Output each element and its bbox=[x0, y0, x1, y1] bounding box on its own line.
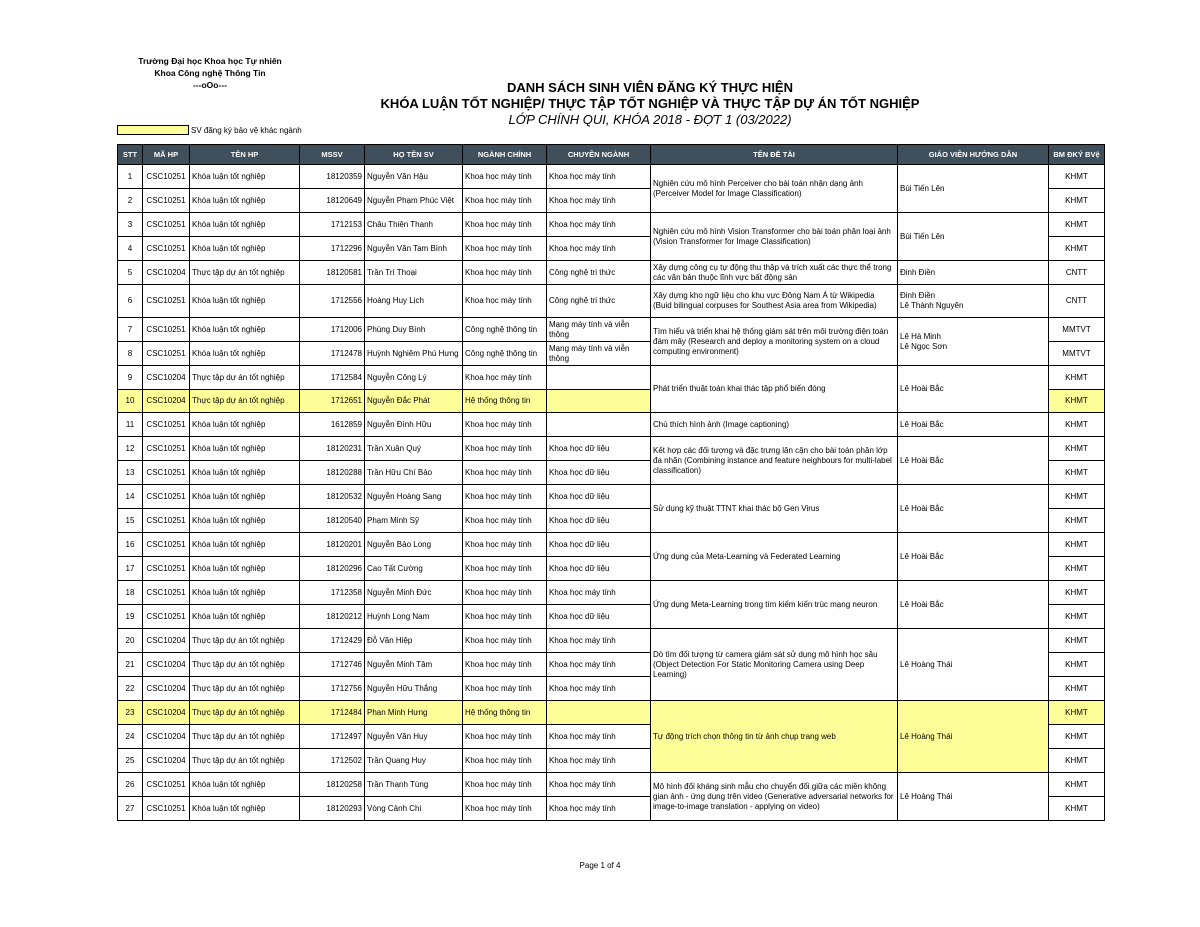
cell-student-name: Phan Minh Hưng bbox=[365, 701, 463, 725]
faculty-name: Khoa Công nghệ Thông Tin bbox=[154, 68, 266, 78]
cell-thesis-title: Chú thích hình ảnh (Image captioning) bbox=[651, 413, 898, 437]
cell-course-code: CSC10251 bbox=[143, 509, 190, 533]
table-row bbox=[118, 261, 1105, 285]
cell-student-id: 18120293 bbox=[300, 797, 365, 821]
cell-thesis-title: Mô hình đối kháng sinh mẫu cho chuyển đổi giữa các miền không gian ảnh - ứng dụng trên video (Generative adversarial networks for image-to-image translation - applying on video) bbox=[651, 773, 898, 821]
cell-student-name: Nguyễn Phạm Phúc Việt bbox=[365, 189, 463, 213]
cell-course-name: Khóa luận tốt nghiệp bbox=[190, 509, 300, 533]
cell-course-name: Thực tập dự án tốt nghiệp bbox=[190, 366, 300, 390]
cell-course-name: Khóa luận tốt nghiệp bbox=[190, 797, 300, 821]
cell-specialization: Khoa học máy tính bbox=[547, 237, 651, 261]
cell-stt: 22 bbox=[118, 677, 143, 701]
cell-major: Khoa học máy tính bbox=[463, 557, 547, 581]
cell-student-name: Châu Thiên Thanh bbox=[365, 213, 463, 237]
table-row bbox=[118, 285, 1105, 318]
legend-label: SV đăng ký bảo vệ khác ngành bbox=[191, 125, 302, 135]
cell-thesis-title: Phát triển thuật toán khai thác tập phổ biến đóng bbox=[651, 366, 898, 413]
cell-student-name: Nguyễn Minh Đức bbox=[365, 581, 463, 605]
cell-course-name: Khóa luận tốt nghiệp bbox=[190, 773, 300, 797]
cell-department: KHMT bbox=[1049, 653, 1105, 677]
cell-stt: 16 bbox=[118, 533, 143, 557]
cell-major: Khoa học máy tính bbox=[463, 533, 547, 557]
cell-student-name: Hoàng Huy Lịch bbox=[365, 285, 463, 318]
cell-student-name: Đỗ Văn Hiệp bbox=[365, 629, 463, 653]
cell-course-name: Khóa luận tốt nghiệp bbox=[190, 461, 300, 485]
column-header: CHUYÊN NGÀNH bbox=[547, 145, 651, 165]
cell-major: Khoa học máy tính bbox=[463, 366, 547, 390]
cell-specialization: Khoa học máy tính bbox=[547, 725, 651, 749]
cell-major: Hệ thống thông tin bbox=[463, 390, 547, 413]
cell-course-name: Thực tập dự án tốt nghiệp bbox=[190, 390, 300, 413]
cell-stt: 10 bbox=[118, 390, 143, 413]
cell-course-code: CSC10204 bbox=[143, 725, 190, 749]
cell-student-name: Nguyễn Hữu Thắng bbox=[365, 677, 463, 701]
table-row bbox=[118, 318, 1105, 342]
cell-course-name: Thực tập dự án tốt nghiệp bbox=[190, 677, 300, 701]
cell-thesis-title: Sử dụng kỹ thuật TTNT khai thác bộ Gen Virus bbox=[651, 485, 898, 533]
cell-student-id: 1712153 bbox=[300, 213, 365, 237]
cell-course-code: CSC10251 bbox=[143, 342, 190, 366]
cell-specialization bbox=[547, 413, 651, 437]
cell-student-name: Trần Thanh Tùng bbox=[365, 773, 463, 797]
table-row bbox=[118, 213, 1105, 237]
cell-course-code: CSC10251 bbox=[143, 461, 190, 485]
cell-course-code: CSC10251 bbox=[143, 189, 190, 213]
cell-major: Công nghệ thông tin bbox=[463, 318, 547, 342]
cell-student-id: 18120581 bbox=[300, 261, 365, 285]
cell-student-name: Trần Trí Thoại bbox=[365, 261, 463, 285]
cell-specialization bbox=[547, 701, 651, 725]
cell-thesis-title: Kết hợp các đối tượng và đặc trưng lân cận cho bài toán phân lớp đa nhãn (Combining instance and feature neighbours for multi-label classification) bbox=[651, 437, 898, 485]
cell-major: Khoa học máy tính bbox=[463, 629, 547, 653]
cell-specialization: Công nghệ tri thức bbox=[547, 261, 651, 285]
column-header: NGÀNH CHÍNH bbox=[463, 145, 547, 165]
cell-course-name: Thực tập dự án tốt nghiệp bbox=[190, 701, 300, 725]
cell-specialization: Khoa học máy tính bbox=[547, 677, 651, 701]
cell-student-name: Huỳnh Long Nam bbox=[365, 605, 463, 629]
cell-specialization: Khoa học máy tính bbox=[547, 165, 651, 189]
cell-specialization: Mạng máy tính và viễn thông bbox=[547, 318, 651, 342]
cell-student-id: 1712502 bbox=[300, 749, 365, 773]
table-body bbox=[118, 165, 1105, 821]
column-header: HỌ TÊN SV bbox=[365, 145, 463, 165]
legend bbox=[117, 125, 302, 135]
cell-student-name: Huỳnh Nghiêm Phú Hưng bbox=[365, 342, 463, 366]
cell-stt: 26 bbox=[118, 773, 143, 797]
cell-stt: 21 bbox=[118, 653, 143, 677]
cell-course-code: CSC10204 bbox=[143, 629, 190, 653]
cell-stt: 15 bbox=[118, 509, 143, 533]
cell-department: KHMT bbox=[1049, 366, 1105, 390]
column-header: TÊN HP bbox=[190, 145, 300, 165]
cell-stt: 12 bbox=[118, 437, 143, 461]
cell-student-id: 18120532 bbox=[300, 485, 365, 509]
column-header: MÃ HP bbox=[143, 145, 190, 165]
cell-student-id: 1712651 bbox=[300, 390, 365, 413]
cell-course-code: CSC10204 bbox=[143, 261, 190, 285]
legend-swatch bbox=[117, 125, 189, 135]
cell-major: Khoa học máy tính bbox=[463, 485, 547, 509]
cell-specialization: Khoa học dữ liệu bbox=[547, 485, 651, 509]
cell-major: Hệ thống thông tin bbox=[463, 701, 547, 725]
cell-major: Khoa học máy tính bbox=[463, 581, 547, 605]
title-line-3: LỚP CHÍNH QUI, KHÓA 2018 - ĐỢT 1 (03/2022) bbox=[508, 112, 792, 127]
cell-major: Khoa học máy tính bbox=[463, 725, 547, 749]
cell-student-id: 18120231 bbox=[300, 437, 365, 461]
table-row bbox=[118, 701, 1105, 725]
cell-department: KHMT bbox=[1049, 533, 1105, 557]
cell-major: Công nghệ thông tin bbox=[463, 342, 547, 366]
cell-department: KHMT bbox=[1049, 581, 1105, 605]
cell-student-id: 1712556 bbox=[300, 285, 365, 318]
cell-course-name: Thực tập dự án tốt nghiệp bbox=[190, 653, 300, 677]
cell-specialization: Khoa học máy tính bbox=[547, 653, 651, 677]
cell-department: KHMT bbox=[1049, 189, 1105, 213]
cell-department: KHMT bbox=[1049, 485, 1105, 509]
cell-course-code: CSC10204 bbox=[143, 701, 190, 725]
cell-student-name: Nguyễn Công Lý bbox=[365, 366, 463, 390]
cell-stt: 1 bbox=[118, 165, 143, 189]
cell-advisor: Lê Hoài Bắc bbox=[898, 485, 1049, 533]
cell-stt: 27 bbox=[118, 797, 143, 821]
cell-student-name: Trần Quang Huy bbox=[365, 749, 463, 773]
cell-stt: 17 bbox=[118, 557, 143, 581]
cell-stt: 2 bbox=[118, 189, 143, 213]
cell-student-name: Nguyễn Đình Hữu bbox=[365, 413, 463, 437]
cell-specialization: Khoa học máy tính bbox=[547, 773, 651, 797]
cell-course-name: Thực tập dự án tốt nghiệp bbox=[190, 629, 300, 653]
cell-major: Khoa học máy tính bbox=[463, 677, 547, 701]
cell-specialization: Khoa học máy tính bbox=[547, 213, 651, 237]
cell-student-id: 18120258 bbox=[300, 773, 365, 797]
table-row bbox=[118, 485, 1105, 509]
cell-major: Khoa học máy tính bbox=[463, 461, 547, 485]
cell-course-code: CSC10251 bbox=[143, 797, 190, 821]
cell-department: KHMT bbox=[1049, 461, 1105, 485]
cell-course-code: CSC10251 bbox=[143, 413, 190, 437]
cell-stt: 6 bbox=[118, 285, 143, 318]
cell-department: MMTVT bbox=[1049, 342, 1105, 366]
cell-thesis-title: Nghiên cứu mô hình Perceiver cho bài toán nhận dạng ảnh (Perceiver Model for Image Classification) bbox=[651, 165, 898, 213]
cell-department: KHMT bbox=[1049, 557, 1105, 581]
cell-student-id: 18120212 bbox=[300, 605, 365, 629]
cell-student-id: 1712497 bbox=[300, 725, 365, 749]
cell-thesis-title: Ứng dụng Meta-Learning trong tìm kiếm kiến trúc mạng neuron bbox=[651, 581, 898, 629]
cell-student-id: 18120296 bbox=[300, 557, 365, 581]
cell-course-code: CSC10251 bbox=[143, 213, 190, 237]
cell-student-id: 18120288 bbox=[300, 461, 365, 485]
cell-course-code: CSC10251 bbox=[143, 485, 190, 509]
cell-major: Khoa học máy tính bbox=[463, 413, 547, 437]
cell-stt: 25 bbox=[118, 749, 143, 773]
table-row bbox=[118, 437, 1105, 461]
cell-student-id: 18120359 bbox=[300, 165, 365, 189]
table-row bbox=[118, 773, 1105, 797]
cell-course-code: CSC10251 bbox=[143, 165, 190, 189]
cell-course-name: Khóa luận tốt nghiệp bbox=[190, 318, 300, 342]
cell-stt: 3 bbox=[118, 213, 143, 237]
cell-course-name: Khóa luận tốt nghiệp bbox=[190, 189, 300, 213]
cell-major: Khoa học máy tính bbox=[463, 605, 547, 629]
table-row bbox=[118, 533, 1105, 557]
cell-specialization: Công nghệ tri thức bbox=[547, 285, 651, 318]
cell-stt: 13 bbox=[118, 461, 143, 485]
cell-course-name: Khóa luận tốt nghiệp bbox=[190, 533, 300, 557]
cell-advisor: Lê Hoàng Thái bbox=[898, 629, 1049, 701]
cell-course-name: Khóa luận tốt nghiệp bbox=[190, 437, 300, 461]
cell-thesis-title: Dò tìm đối tượng từ camera giám sát sử dụng mô hình học sâu (Object Detection For Static Monitoring Camera using Deep Learning) bbox=[651, 629, 898, 701]
table-row bbox=[118, 165, 1105, 189]
cell-major: Khoa học máy tính bbox=[463, 773, 547, 797]
column-header: GIÁO VIÊN HƯỚNG DẪN bbox=[898, 145, 1049, 165]
table-row bbox=[118, 581, 1105, 605]
column-header: TÊN ĐỀ TÀI bbox=[651, 145, 898, 165]
cell-student-id: 18120201 bbox=[300, 533, 365, 557]
cell-specialization: Khoa học dữ liệu bbox=[547, 557, 651, 581]
cell-department: KHMT bbox=[1049, 773, 1105, 797]
cell-student-name: Cao Tất Cường bbox=[365, 557, 463, 581]
cell-course-name: Khóa luận tốt nghiệp bbox=[190, 485, 300, 509]
cell-student-name: Nguyễn Văn Tam Bình bbox=[365, 237, 463, 261]
cell-advisor: Lê Hoài Bắc bbox=[898, 366, 1049, 413]
cell-thesis-title: Xây dựng công cụ tự động thu thập và trích xuất các thực thể trong các văn bản thuộc lĩnh vực bất động sản bbox=[651, 261, 898, 285]
cell-advisor: Đinh Điền Lê Thành Nguyên bbox=[898, 285, 1049, 318]
cell-major: Khoa học máy tính bbox=[463, 261, 547, 285]
cell-thesis-title: Tìm hiểu và triển khai hệ thống giám sát trên môi trường điện toán đám mây (Research and deploy a monitoring system on a cloud computing environment) bbox=[651, 318, 898, 366]
cell-specialization: Khoa học dữ liệu bbox=[547, 533, 651, 557]
cell-student-name: Nguyễn Văn Huy bbox=[365, 725, 463, 749]
cell-student-name: Phạm Minh Sỹ bbox=[365, 509, 463, 533]
cell-course-code: CSC10251 bbox=[143, 285, 190, 318]
cell-department: KHMT bbox=[1049, 509, 1105, 533]
cell-department: KHMT bbox=[1049, 677, 1105, 701]
cell-advisor: Lê Hoài Bắc bbox=[898, 533, 1049, 581]
cell-student-id: 1712584 bbox=[300, 366, 365, 390]
cell-major: Khoa học máy tính bbox=[463, 749, 547, 773]
cell-course-name: Khóa luận tốt nghiệp bbox=[190, 581, 300, 605]
cell-course-name: Thực tập dự án tốt nghiệp bbox=[190, 261, 300, 285]
cell-specialization bbox=[547, 366, 651, 390]
cell-student-id: 1712296 bbox=[300, 237, 365, 261]
cell-course-name: Khóa luận tốt nghiệp bbox=[190, 213, 300, 237]
cell-thesis-title: Tự động trích chọn thông tin từ ảnh chụp trang web bbox=[651, 701, 898, 773]
cell-advisor: Lê Hoàng Thái bbox=[898, 701, 1049, 773]
cell-course-name: Khóa luận tốt nghiệp bbox=[190, 165, 300, 189]
cell-course-code: CSC10251 bbox=[143, 237, 190, 261]
cell-advisor: Lê Hoàng Thái bbox=[898, 773, 1049, 821]
cell-major: Khoa học máy tính bbox=[463, 165, 547, 189]
cell-course-name: Khóa luận tốt nghiệp bbox=[190, 557, 300, 581]
cell-student-id: 1712429 bbox=[300, 629, 365, 653]
cell-course-name: Thực tập dự án tốt nghiệp bbox=[190, 749, 300, 773]
cell-specialization: Khoa học dữ liệu bbox=[547, 509, 651, 533]
cell-student-id: 1612859 bbox=[300, 413, 365, 437]
cell-course-code: CSC10251 bbox=[143, 605, 190, 629]
cell-course-code: CSC10251 bbox=[143, 557, 190, 581]
cell-student-name: Trần Hữu Chí Bảo bbox=[365, 461, 463, 485]
cell-student-name: Nguyễn Hoàng Sang bbox=[365, 485, 463, 509]
cell-advisor: Bùi Tiến Lên bbox=[898, 165, 1049, 213]
cell-major: Khoa học máy tính bbox=[463, 653, 547, 677]
cell-specialization: Khoa học máy tính bbox=[547, 189, 651, 213]
cell-stt: 24 bbox=[118, 725, 143, 749]
cell-course-code: CSC10204 bbox=[143, 677, 190, 701]
cell-course-code: CSC10204 bbox=[143, 749, 190, 773]
table-row bbox=[118, 366, 1105, 390]
cell-major: Khoa học máy tính bbox=[463, 797, 547, 821]
cell-student-id: 1712484 bbox=[300, 701, 365, 725]
cell-thesis-title: Xây dựng kho ngữ liệu cho khu vực Đông Nam Á từ Wikipedia (Buid bilingual corpuses for Southest Asia area from Wikipedia) bbox=[651, 285, 898, 318]
cell-advisor: Lê Hà Minh Lê Ngọc Sơn bbox=[898, 318, 1049, 366]
cell-stt: 14 bbox=[118, 485, 143, 509]
cell-course-name: Khóa luận tốt nghiệp bbox=[190, 285, 300, 318]
cell-major: Khoa học máy tính bbox=[463, 213, 547, 237]
cell-stt: 11 bbox=[118, 413, 143, 437]
cell-student-name: Trần Xuân Quý bbox=[365, 437, 463, 461]
cell-stt: 9 bbox=[118, 366, 143, 390]
cell-stt: 19 bbox=[118, 605, 143, 629]
cell-department: KHMT bbox=[1049, 390, 1105, 413]
cell-course-code: CSC10251 bbox=[143, 318, 190, 342]
cell-course-code: CSC10204 bbox=[143, 390, 190, 413]
cell-department: KHMT bbox=[1049, 437, 1105, 461]
cell-major: Khoa học máy tính bbox=[463, 509, 547, 533]
column-header: STT bbox=[118, 145, 143, 165]
cell-department: KHMT bbox=[1049, 797, 1105, 821]
cell-stt: 5 bbox=[118, 261, 143, 285]
cell-student-id: 1712746 bbox=[300, 653, 365, 677]
cell-stt: 4 bbox=[118, 237, 143, 261]
cell-course-name: Khóa luận tốt nghiệp bbox=[190, 237, 300, 261]
org-header bbox=[130, 55, 290, 91]
cell-course-name: Khóa luận tốt nghiệp bbox=[190, 605, 300, 629]
page-footer: Page 1 of 4 bbox=[579, 861, 621, 870]
cell-specialization: Khoa học máy tính bbox=[547, 749, 651, 773]
cell-thesis-title: Ứng dụng của Meta-Learning và Federated Learning bbox=[651, 533, 898, 581]
cell-stt: 7 bbox=[118, 318, 143, 342]
cell-stt: 8 bbox=[118, 342, 143, 366]
table-row bbox=[118, 629, 1105, 653]
cell-advisor: Lê Hoài Bắc bbox=[898, 581, 1049, 629]
cell-student-id: 1712006 bbox=[300, 318, 365, 342]
cell-advisor: Đinh Điền bbox=[898, 261, 1049, 285]
cell-major: Khoa học máy tính bbox=[463, 189, 547, 213]
cell-student-name: Phùng Duy Bình bbox=[365, 318, 463, 342]
cell-major: Khoa học máy tính bbox=[463, 285, 547, 318]
column-header: BM ĐKÝ BVệ bbox=[1049, 145, 1105, 165]
university-name: Trường Đại học Khoa học Tự nhiên bbox=[138, 56, 282, 66]
cell-department: KHMT bbox=[1049, 413, 1105, 437]
cell-department: KHMT bbox=[1049, 749, 1105, 773]
cell-department: KHMT bbox=[1049, 165, 1105, 189]
cell-advisor: Lê Hoài Bắc bbox=[898, 413, 1049, 437]
table-header-row bbox=[118, 145, 1105, 165]
cell-student-id: 18120649 bbox=[300, 189, 365, 213]
cell-specialization: Mạng máy tính và viễn thông bbox=[547, 342, 651, 366]
cell-specialization: Khoa học máy tính bbox=[547, 797, 651, 821]
cell-course-code: CSC10204 bbox=[143, 366, 190, 390]
cell-department: CNTT bbox=[1049, 261, 1105, 285]
cell-specialization bbox=[547, 390, 651, 413]
title-line-2: KHÓA LUẬN TỐT NGHIỆP/ THỰC TẬP TỐT NGHIỆP VÀ THỰC TẬP DỰ ÁN TỐT NGHIỆP bbox=[380, 96, 920, 111]
cell-student-name: Nguyễn Văn Hậu bbox=[365, 165, 463, 189]
cell-department: KHMT bbox=[1049, 213, 1105, 237]
cell-specialization: Khoa học dữ liệu bbox=[547, 605, 651, 629]
cell-course-code: CSC10251 bbox=[143, 437, 190, 461]
cell-student-name: Nguyễn Đắc Phát bbox=[365, 390, 463, 413]
cell-course-code: CSC10204 bbox=[143, 653, 190, 677]
cell-student-id: 1712756 bbox=[300, 677, 365, 701]
cell-course-name: Thực tập dự án tốt nghiệp bbox=[190, 725, 300, 749]
registration-table bbox=[117, 144, 1105, 821]
cell-stt: 18 bbox=[118, 581, 143, 605]
cell-course-name: Khóa luận tốt nghiệp bbox=[190, 413, 300, 437]
ornament: ---oOo--- bbox=[193, 80, 227, 90]
document-title bbox=[300, 80, 1000, 128]
cell-department: MMTVT bbox=[1049, 318, 1105, 342]
cell-advisor: Bùi Tiến Lên bbox=[898, 213, 1049, 261]
cell-course-code: CSC10251 bbox=[143, 773, 190, 797]
cell-department: CNTT bbox=[1049, 285, 1105, 318]
cell-specialization: Khoa học máy tính bbox=[547, 629, 651, 653]
cell-course-name: Khóa luận tốt nghiệp bbox=[190, 342, 300, 366]
cell-department: KHMT bbox=[1049, 237, 1105, 261]
cell-specialization: Khoa học dữ liệu bbox=[547, 437, 651, 461]
cell-student-id: 1712358 bbox=[300, 581, 365, 605]
cell-course-code: CSC10251 bbox=[143, 533, 190, 557]
cell-department: KHMT bbox=[1049, 725, 1105, 749]
cell-student-name: Nguyễn Bảo Long bbox=[365, 533, 463, 557]
cell-student-name: Nguyễn Minh Tâm bbox=[365, 653, 463, 677]
cell-advisor: Lê Hoài Bắc bbox=[898, 437, 1049, 485]
cell-major: Khoa học máy tính bbox=[463, 437, 547, 461]
column-header: MSSV bbox=[300, 145, 365, 165]
cell-stt: 20 bbox=[118, 629, 143, 653]
cell-specialization: Khoa học máy tính bbox=[547, 581, 651, 605]
table-row bbox=[118, 413, 1105, 437]
cell-major: Khoa học máy tính bbox=[463, 237, 547, 261]
cell-thesis-title: Nghiên cứu mô hình Vision Transformer cho bài toán phân loại ảnh (Vision Transformer for Image Classification) bbox=[651, 213, 898, 261]
cell-department: KHMT bbox=[1049, 629, 1105, 653]
title-line-1: DANH SÁCH SINH VIÊN ĐĂNG KÝ THỰC HIỆN bbox=[507, 80, 793, 95]
cell-student-id: 18120540 bbox=[300, 509, 365, 533]
cell-department: KHMT bbox=[1049, 605, 1105, 629]
cell-student-id: 1712478 bbox=[300, 342, 365, 366]
cell-specialization: Khoa học dữ liệu bbox=[547, 461, 651, 485]
cell-course-code: CSC10251 bbox=[143, 581, 190, 605]
cell-department: KHMT bbox=[1049, 701, 1105, 725]
cell-stt: 23 bbox=[118, 701, 143, 725]
cell-student-name: Vòng Cảnh Chi bbox=[365, 797, 463, 821]
